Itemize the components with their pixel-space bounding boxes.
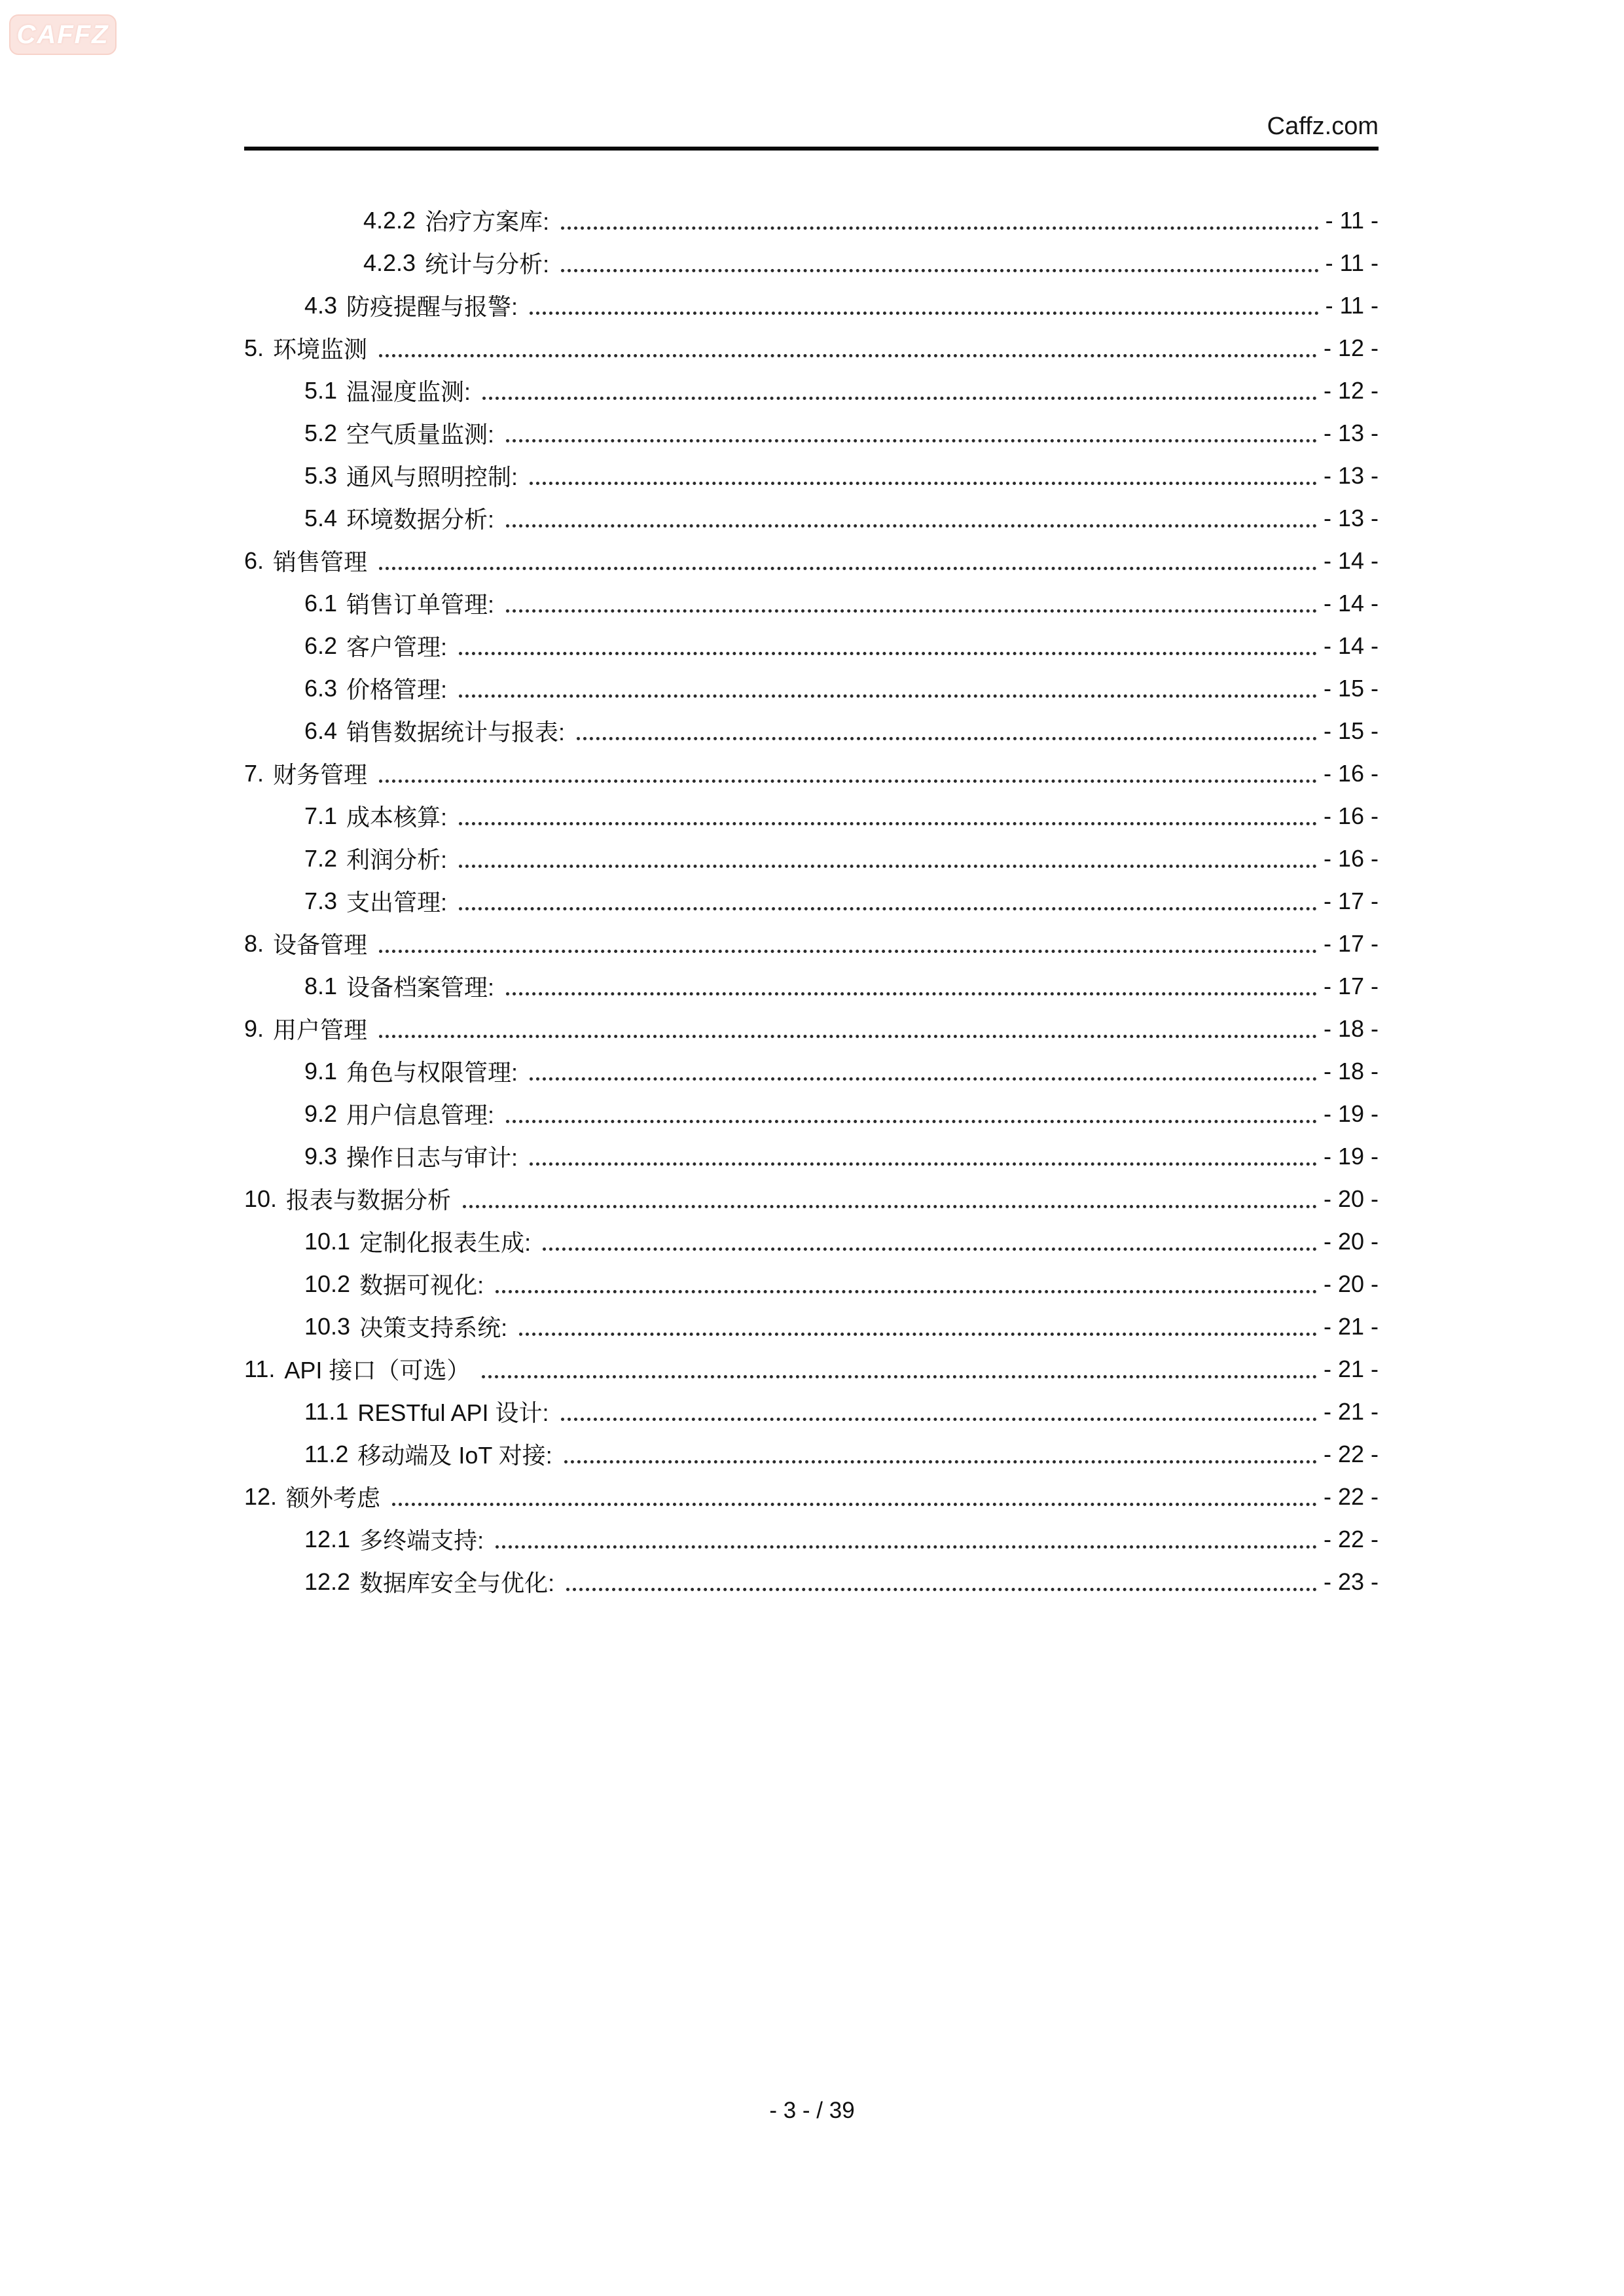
leader-dots [530, 312, 1319, 315]
toc-entry[interactable] [244, 922, 1379, 965]
toc-entry-page: - 17 - [1323, 972, 1379, 999]
toc-entry-title: 决策支持系统: [359, 1314, 508, 1341]
toc-entry[interactable] [244, 667, 1379, 709]
toc-entry[interactable] [244, 795, 1379, 837]
toc-entry[interactable] [244, 752, 1379, 795]
header-rule [244, 147, 1379, 151]
toc-entry-page: - 17 - [1323, 887, 1379, 914]
toc-entry-page: - 19 - [1323, 1142, 1379, 1170]
leader-dots [463, 1205, 1317, 1208]
toc-entry-title: 报表与数据分析 [286, 1187, 452, 1213]
toc-entry[interactable] [244, 242, 1379, 284]
toc-entry-page: - 22 - [1323, 1525, 1379, 1552]
toc-entry-title: 移动端及 IoT 对接: [357, 1442, 552, 1469]
toc-entry-number: 6.2 [304, 632, 338, 659]
toc-entry-title: 销售管理 [273, 548, 368, 575]
toc-entry-page: - 23 - [1323, 1568, 1379, 1595]
toc-entry-page: - 21 - [1323, 1397, 1379, 1425]
toc-entry-title: 温湿度监测: [346, 378, 471, 405]
toc-entry-number: 7.3 [304, 887, 338, 914]
toc-entry-title: 多终端支持: [359, 1527, 484, 1554]
leader-dots [561, 1418, 1317, 1421]
toc-entry[interactable] [244, 284, 1379, 327]
toc-entry[interactable] [244, 1433, 1379, 1475]
toc-entry-title: 价格管理: [346, 676, 448, 703]
toc-entry-number: 4.3 [304, 291, 338, 319]
toc-entry[interactable] [244, 327, 1379, 369]
toc-entry-page: - 12 - [1323, 376, 1379, 404]
toc-entry-title: 利润分析: [346, 846, 448, 873]
toc-entry[interactable] [244, 1220, 1379, 1263]
toc-entry-number: 9. [244, 1014, 264, 1042]
toc-entry[interactable] [244, 1390, 1379, 1433]
toc-entry-number: 5. [244, 334, 264, 361]
leader-dots [561, 269, 1319, 272]
leader-dots [459, 694, 1317, 698]
leader-dots [530, 1162, 1317, 1166]
toc-entry-title: 支出管理: [346, 889, 448, 916]
toc-entry-page: - 16 - [1323, 759, 1379, 787]
toc-entry[interactable] [244, 624, 1379, 667]
toc-entry[interactable] [244, 1348, 1379, 1390]
toc-entry-number: 9.3 [304, 1142, 338, 1170]
toc-entry-title: 通风与照明控制: [346, 463, 518, 490]
toc-entry-title: 操作日志与审计: [346, 1144, 518, 1171]
leader-dots [459, 865, 1317, 868]
toc-entry[interactable] [244, 1475, 1379, 1518]
toc-entry-title: 环境数据分析: [346, 506, 495, 533]
toc-entry-number: 7.2 [304, 844, 338, 872]
toc-entry-number: 8. [244, 929, 264, 957]
toc-entry-number: 11.2 [304, 1440, 349, 1467]
toc-entry-title: 销售订单管理: [346, 591, 495, 618]
toc-entry-page: - 12 - [1323, 334, 1379, 361]
leader-dots [564, 1460, 1317, 1463]
toc-entry-title: 财务管理 [273, 761, 368, 788]
toc-entry-title: 空气质量监测: [346, 421, 495, 448]
toc-entry-title: 设备管理 [273, 931, 368, 958]
toc-entry-page: - 20 - [1323, 1185, 1379, 1212]
toc-entry-title: 设备档案管理: [346, 974, 495, 1001]
toc-entry-number: 11. [244, 1355, 276, 1382]
toc-entry-page: - 16 - [1323, 844, 1379, 872]
toc-entry-title: 额外考虑 [286, 1484, 381, 1511]
toc-entry-title: 定制化报表生成: [359, 1229, 532, 1256]
toc-entry[interactable] [244, 1263, 1379, 1305]
leader-dots [379, 780, 1317, 783]
toc-entry-page: - 13 - [1323, 461, 1379, 489]
leader-dots [482, 1375, 1317, 1378]
leader-dots [543, 1247, 1317, 1251]
toc-entry-page: - 21 - [1323, 1312, 1379, 1340]
toc-entry[interactable] [244, 1092, 1379, 1135]
toc-entry[interactable] [244, 369, 1379, 412]
toc-entry-number: 10. [244, 1185, 278, 1212]
toc-entry-title: 角色与权限管理: [346, 1059, 518, 1086]
caffz-logo-text: CAFFZ [16, 20, 109, 49]
toc-entry-number: 12.1 [304, 1525, 351, 1552]
leader-dots [459, 652, 1317, 655]
toc-entry-number: 6.4 [304, 717, 338, 744]
toc-entry[interactable] [244, 1135, 1379, 1177]
leader-dots [496, 1545, 1317, 1549]
leader-dots [566, 1588, 1317, 1591]
toc-entry-page: - 16 - [1323, 802, 1379, 829]
toc-entry[interactable] [244, 880, 1379, 922]
toc-entry[interactable] [244, 1518, 1379, 1560]
toc-entry-number: 4.2.2 [363, 206, 416, 234]
leader-dots [506, 609, 1317, 613]
toc-entry-number: 10.1 [304, 1227, 351, 1255]
toc-entry[interactable] [244, 709, 1379, 752]
leader-dots [506, 1120, 1317, 1123]
toc-entry[interactable] [244, 1177, 1379, 1220]
leader-dots [519, 1333, 1317, 1336]
toc-entry-number: 4.2.3 [363, 249, 416, 276]
leader-dots [506, 992, 1317, 996]
leader-dots [561, 226, 1319, 230]
toc-entry-title: 环境监测 [273, 336, 368, 363]
caffz-logo-badge [9, 14, 117, 55]
toc-entry-page: - 11 - [1325, 291, 1379, 319]
leader-dots [379, 567, 1317, 570]
toc-entry-title: 数据可视化: [359, 1272, 484, 1299]
toc-entry-page: - 18 - [1323, 1014, 1379, 1042]
toc-entry-page: - 15 - [1323, 717, 1379, 744]
toc-entry-number: 9.1 [304, 1057, 338, 1085]
toc-entry-number: 6.3 [304, 674, 338, 702]
toc-entry-number: 7. [244, 759, 264, 787]
toc-entry-title: 治疗方案库: [425, 208, 550, 235]
toc-entry-page: - 20 - [1323, 1270, 1379, 1297]
table-of-contents [244, 199, 1379, 1603]
toc-entry[interactable] [244, 837, 1379, 880]
toc-entry-number: 6.1 [304, 589, 338, 617]
toc-entry-page: - 14 - [1323, 547, 1379, 574]
toc-entry-title: 数据库安全与优化: [359, 1570, 555, 1596]
toc-entry-number: 9.2 [304, 1100, 338, 1127]
toc-entry-number: 5.3 [304, 461, 338, 489]
site-name: Caffz.com [1267, 113, 1379, 140]
toc-entry-title: 用户信息管理: [346, 1102, 495, 1128]
toc-entry-title: 统计与分析: [425, 251, 550, 278]
toc-entry[interactable] [244, 454, 1379, 497]
toc-entry-title: 防疫提醒与报警: [346, 293, 518, 320]
toc-entry-title: RESTful API 设计: [357, 1399, 549, 1426]
toc-entry[interactable] [244, 1007, 1379, 1050]
toc-entry-page: - 18 - [1323, 1057, 1379, 1085]
toc-entry-page: - 15 - [1323, 674, 1379, 702]
toc-entry-page: - 21 - [1323, 1355, 1379, 1382]
page-number: - 3 - / 39 [769, 2098, 855, 2123]
toc-entry-number: 8.1 [304, 972, 338, 999]
toc-entry-number: 11.1 [304, 1397, 349, 1425]
toc-entry-page: - 13 - [1323, 419, 1379, 446]
toc-entry-number: 5.1 [304, 376, 338, 404]
toc-entry[interactable] [244, 412, 1379, 454]
leader-dots [459, 907, 1317, 910]
toc-entry-number: 6. [244, 547, 264, 574]
leader-dots [577, 737, 1317, 740]
toc-entry-number: 12.2 [304, 1568, 351, 1595]
toc-entry[interactable] [244, 539, 1379, 582]
toc-entry[interactable] [244, 1305, 1379, 1348]
toc-entry-page: - 22 - [1323, 1482, 1379, 1510]
leader-dots [482, 397, 1317, 400]
toc-entry[interactable] [244, 965, 1379, 1007]
toc-entry-title: 客户管理: [346, 634, 448, 660]
toc-entry-page: - 22 - [1323, 1440, 1379, 1467]
toc-entry-title: 用户管理 [273, 1016, 368, 1043]
leader-dots [506, 524, 1317, 528]
toc-entry[interactable] [244, 199, 1379, 242]
toc-entry-page: - 11 - [1325, 206, 1379, 234]
toc-entry-page: - 17 - [1323, 929, 1379, 957]
leader-dots [459, 822, 1317, 825]
leader-dots [496, 1290, 1317, 1293]
leader-dots [506, 439, 1317, 442]
toc-entry-title: API 接口（可选） [284, 1357, 471, 1384]
toc-entry-page: - 19 - [1323, 1100, 1379, 1127]
toc-entry-number: 5.4 [304, 504, 338, 531]
toc-entry-number: 5.2 [304, 419, 338, 446]
leader-dots [530, 1077, 1317, 1081]
toc-entry[interactable] [244, 497, 1379, 539]
toc-entry-page: - 11 - [1325, 249, 1379, 276]
page-header [244, 113, 1379, 141]
leader-dots [379, 950, 1317, 953]
leader-dots [530, 482, 1317, 485]
toc-entry-title: 成本核算: [346, 804, 448, 831]
toc-entry[interactable] [244, 1050, 1379, 1092]
toc-entry-page: - 14 - [1323, 589, 1379, 617]
toc-entry-number: 10.2 [304, 1270, 351, 1297]
toc-entry-number: 10.3 [304, 1312, 351, 1340]
toc-entry[interactable] [244, 582, 1379, 624]
leader-dots [392, 1503, 1317, 1506]
leader-dots [379, 354, 1317, 357]
toc-entry-title: 销售数据统计与报表: [346, 719, 566, 745]
toc-entry-number: 7.1 [304, 802, 338, 829]
toc-entry-number: 12. [244, 1482, 278, 1510]
toc-entry-page: - 14 - [1323, 632, 1379, 659]
toc-entry-page: - 20 - [1323, 1227, 1379, 1255]
toc-entry[interactable] [244, 1560, 1379, 1603]
leader-dots [379, 1035, 1317, 1038]
toc-entry-page: - 13 - [1323, 504, 1379, 531]
page-footer [0, 2098, 1624, 2124]
